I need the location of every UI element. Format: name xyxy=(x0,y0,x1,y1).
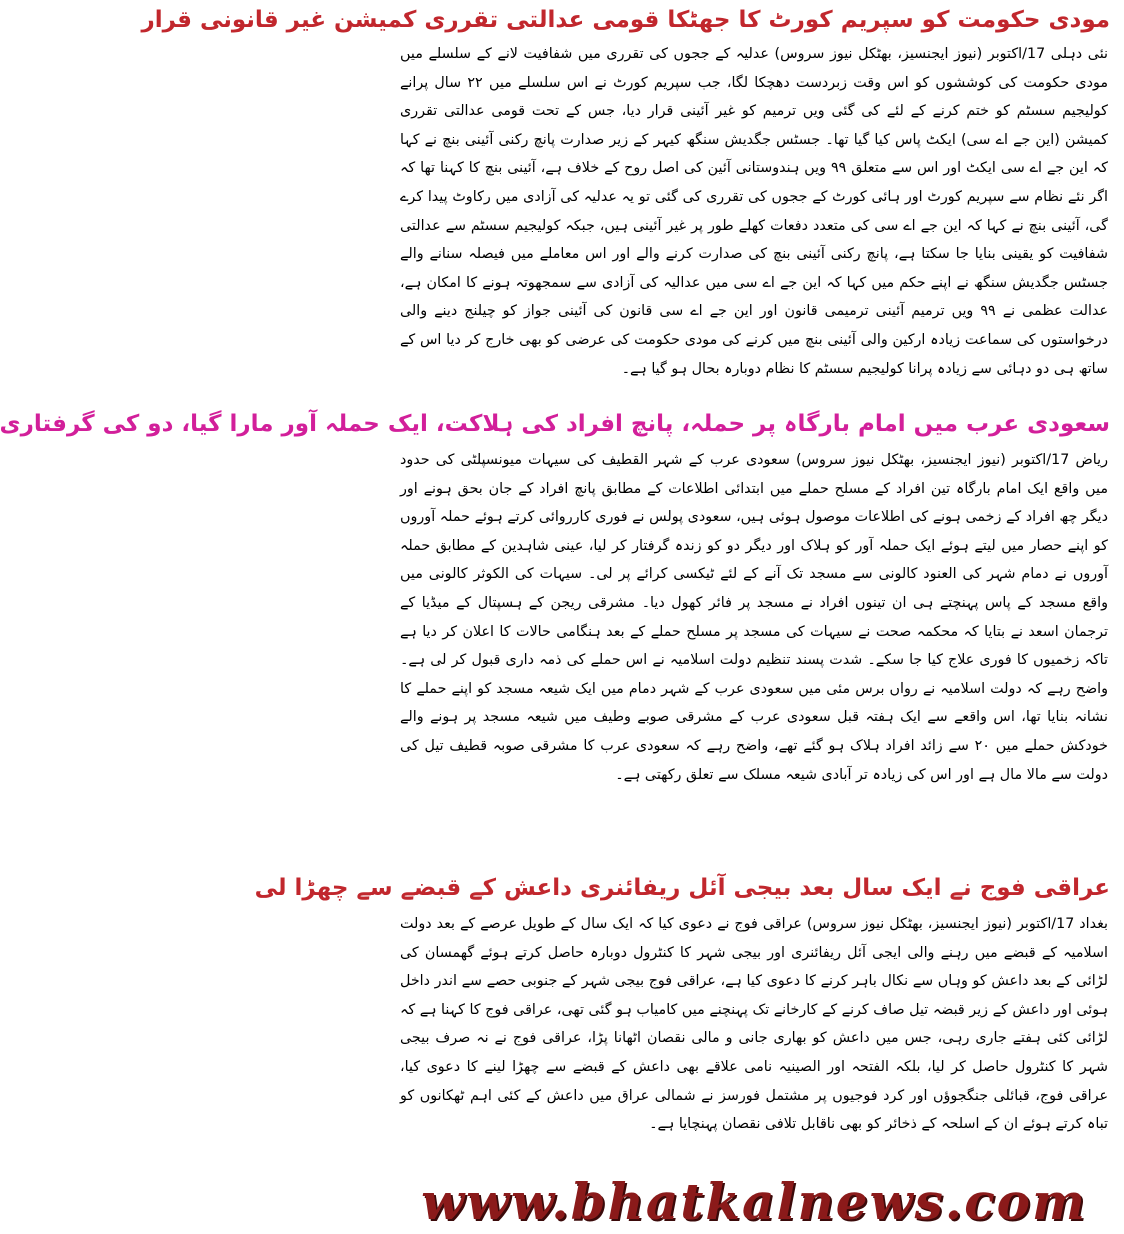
article-body: نئی دہلی 17/اکتوبر (نیوز ایجنسیز، بھٹکل نیوز سروس) عدلیہ کے ججوں کی تقرری میں شفافیت لانے کے سلسلے میں مودی حکومت کی کوششوں کو اس وقت زبردست دھچکا لگا، جب سپریم کورٹ نے اس سلسلے میں ۲۲ سال پرانے کولیجیم سسٹم کو ختم کرنے کے لئے کی گئی ویں ترمیم کو غیر آئینی قرار دیا، جس کے تحت قومی عدالتی تقرری کمیشن (این جے اے سی) ایکٹ پاس کیا گیا تھا۔ جسٹس جگدیش سنگھ کیہر کے زیر صدارت پانچ رکنی آئینی بنچ نے کہا کہ این جے اے سی ایکٹ اور اس سے متعلق ۹۹ ویں ہندوستانی آئین کی اصل روح کے خلاف ہے، آئینی بنچ کا کہنا تھا کہ اگر نئے نظام سے سپریم کورٹ اور ہائی کورٹ کے ججوں کی تقرری کی گئی تو یہ عدلیہ کی آزادی میں رکاوٹ پیدا کرے گی، آئینی بنچ نے کہا کہ این جے اے سی کی متعدد دفعات کھلے طور پر غیر آئینی ہیں، جبکہ کولیجیم سسٹم سے عدالتی شفافیت کو یقینی بنایا جا سکتا ہے، پانچ رکنی آئینی بنچ کی صدارت کرنے والے اور اس معاملے میں فیصلہ سنانے والے جسٹس جگدیش سنگھ نے اپنے حکم میں کہا کہ این جے اے سی میں عدالیہ کی آزادی سے سمجھوتہ ہونے کا امکان ہے، عدالت عظمی نے ۹۹ ویں ترمیم آئینی ترمیمی قانون اور این جے اے سی قانون کی آئینی جواز کو چیلنج دینے والی درخواستوں کی سماعت زیادہ ارکین والی آئینی بنچ میں کرنے کی مودی حکومت کی عرضی کو بھی خارج کر دیا اس کے ساتھ ہی دو دہائی سے زیادہ پرانا کولیجیم سسٹم کا نظام دوبارہ بحال ہو گیا ہے۔ xyxy=(400,46,1109,377)
article-headline: مودی حکومت کو سپریم کورٹ کا جھٹکا قومی عدالتی تقرری کمیشن غیر قانونی قرار xyxy=(141,7,1110,33)
website-watermark: www.bhatkalnews.com xyxy=(421,1172,1087,1231)
article-headline: سعودی عرب میں امام بارگاہ پر حملہ، پانچ افراد کی ہلاکت، ایک حملہ آور مارا گیا، دو کی گرفتاری xyxy=(0,411,1110,437)
article-headline: عراقی فوج نے ایک سال بعد بیجی آئل ریفائنری داعش کے قبضے سے چھڑا لی xyxy=(254,875,1110,901)
article-supreme-court xyxy=(141,0,1110,380)
article-iraq-refinery xyxy=(254,868,1110,1140)
article-saudi-attack xyxy=(0,404,1110,844)
article-body: ریاض 17/اکتوبر (نیوز ایجنسیز، بھٹکل نیوز سروس) سعودی عرب کے شہر القطیف کی سیہات میونسپلٹی کی حدود میں واقع ایک امام بارگاہ تین افراد کے مسلح حملے میں ابتدائی اطلاعات کے مطابق پانچ افراد کے جان بحق ہونے اور دیگر چھ افراد کے زخمی ہونے کی اطلاعات موصول ہوئی ہیں، سعودی پولس نے فوری کارروائی کرتے ہوئے حملہ آوروں کو اپنے حصار میں لیتے ہوئے ایک حملہ آور کو ہلاک اور دیگر دو کو زندہ گرفتار کر لیا، عینی شاہدین کے مطابق حملہ آوروں نے دمام شہر کی العنود کالونی سے مسجد تک آنے کے لئے ٹیکسی کرائے پر لی۔ سیہات کی الکوثر کالونی میں واقع مسجد کے پاس پہنچتے ہی ان تینوں افراد نے مسجد پر فائر کھول دیا۔ مشرقی ریجن کے ہسپتال کے میڈیا کے ترجمان اسعد نے بتایا کہ محکمہ صحت نے سیہات کی مسجد پر مسلح حملے کے بعد ہنگامی حالات کا اعلان کر دیا ہے تاکہ زخمیوں کا فوری علاج کیا جا سکے۔ شدت پسند تنظیم دولت اسلامیہ نے اس حملے کی ذمہ داری قبول کر لی ہے۔ واضح رہے کہ دولت اسلامیہ نے رواں برس مئی میں سعودی عرب کے شہر دمام میں ایک شیعہ مسجد کو اپنے حملے کا نشانہ بنایا تھا، اس واقعے سے ایک ہفتہ قبل سعودی عرب کے مشرقی صوبے وطیف میں شیعہ مسجد پر ہونے والے خودکش حملے میں ۲۰ سے زائد افراد ہلاک ہو گئے تھے، واضح رہے کہ سعودی عرب کا مشرقی صوبہ قطیف تیل کی دولت سے مالا مال ہے اور اس کی زیادہ تر آبادی شیعہ مسلک سے تعلق رکھتی ہے۔ xyxy=(400,452,1109,783)
article-body: بغداد 17/اکتوبر (نیوز ایجنسیز، بھٹکل نیوز سروس) عراقی فوج نے دعوی کیا کہ ایک سال کے طویل عرصے کے بعد دولت اسلامیہ کے قبضے میں رہنے والی ایجی آئل ریفائنری اور بیجی شہر کا کنٹرول دوبارہ حاصل کرتے ہوئے گھمسان کی لڑائی کے بعد داعش کو وہاں سے نکال باہر کرنے کا دعوی کیا ہے، عراقی فوج بیجی شہر کے جنوبی حصے سے اندر داخل ہوئی اور داعش کے زیر قبضہ تیل صاف کرنے کے کارخانے تک پہنچنے میں کامیاب ہو گئی تھی، عراقی فوج کا کہنا ہے کہ لڑائی کئی ہفتے جاری رہی، جس میں داعش کو بھاری جانی و مالی نقصان اٹھانا پڑا، عراقی فوج نے نہ صرف بیجی شہر کا کنٹرول حاصل کر لیا، بلکہ الفتحہ اور الصینیہ نامی علاقے بھی داعش کے قبضے سے چھڑا لینے کا دعوی کیا، عراقی فوج، قبائلی جنگجوؤں اور کرد فوجیوں پر مشتمل فورسز نے شمالی عراق میں داعش کے کئی اہم ٹھکانوں کو تباہ کرتے ہوئے ان کے اسلحہ کے ذخائر کو بھی ناقابل تلافی نقصان پہنچایا ہے۔ xyxy=(400,916,1108,1133)
